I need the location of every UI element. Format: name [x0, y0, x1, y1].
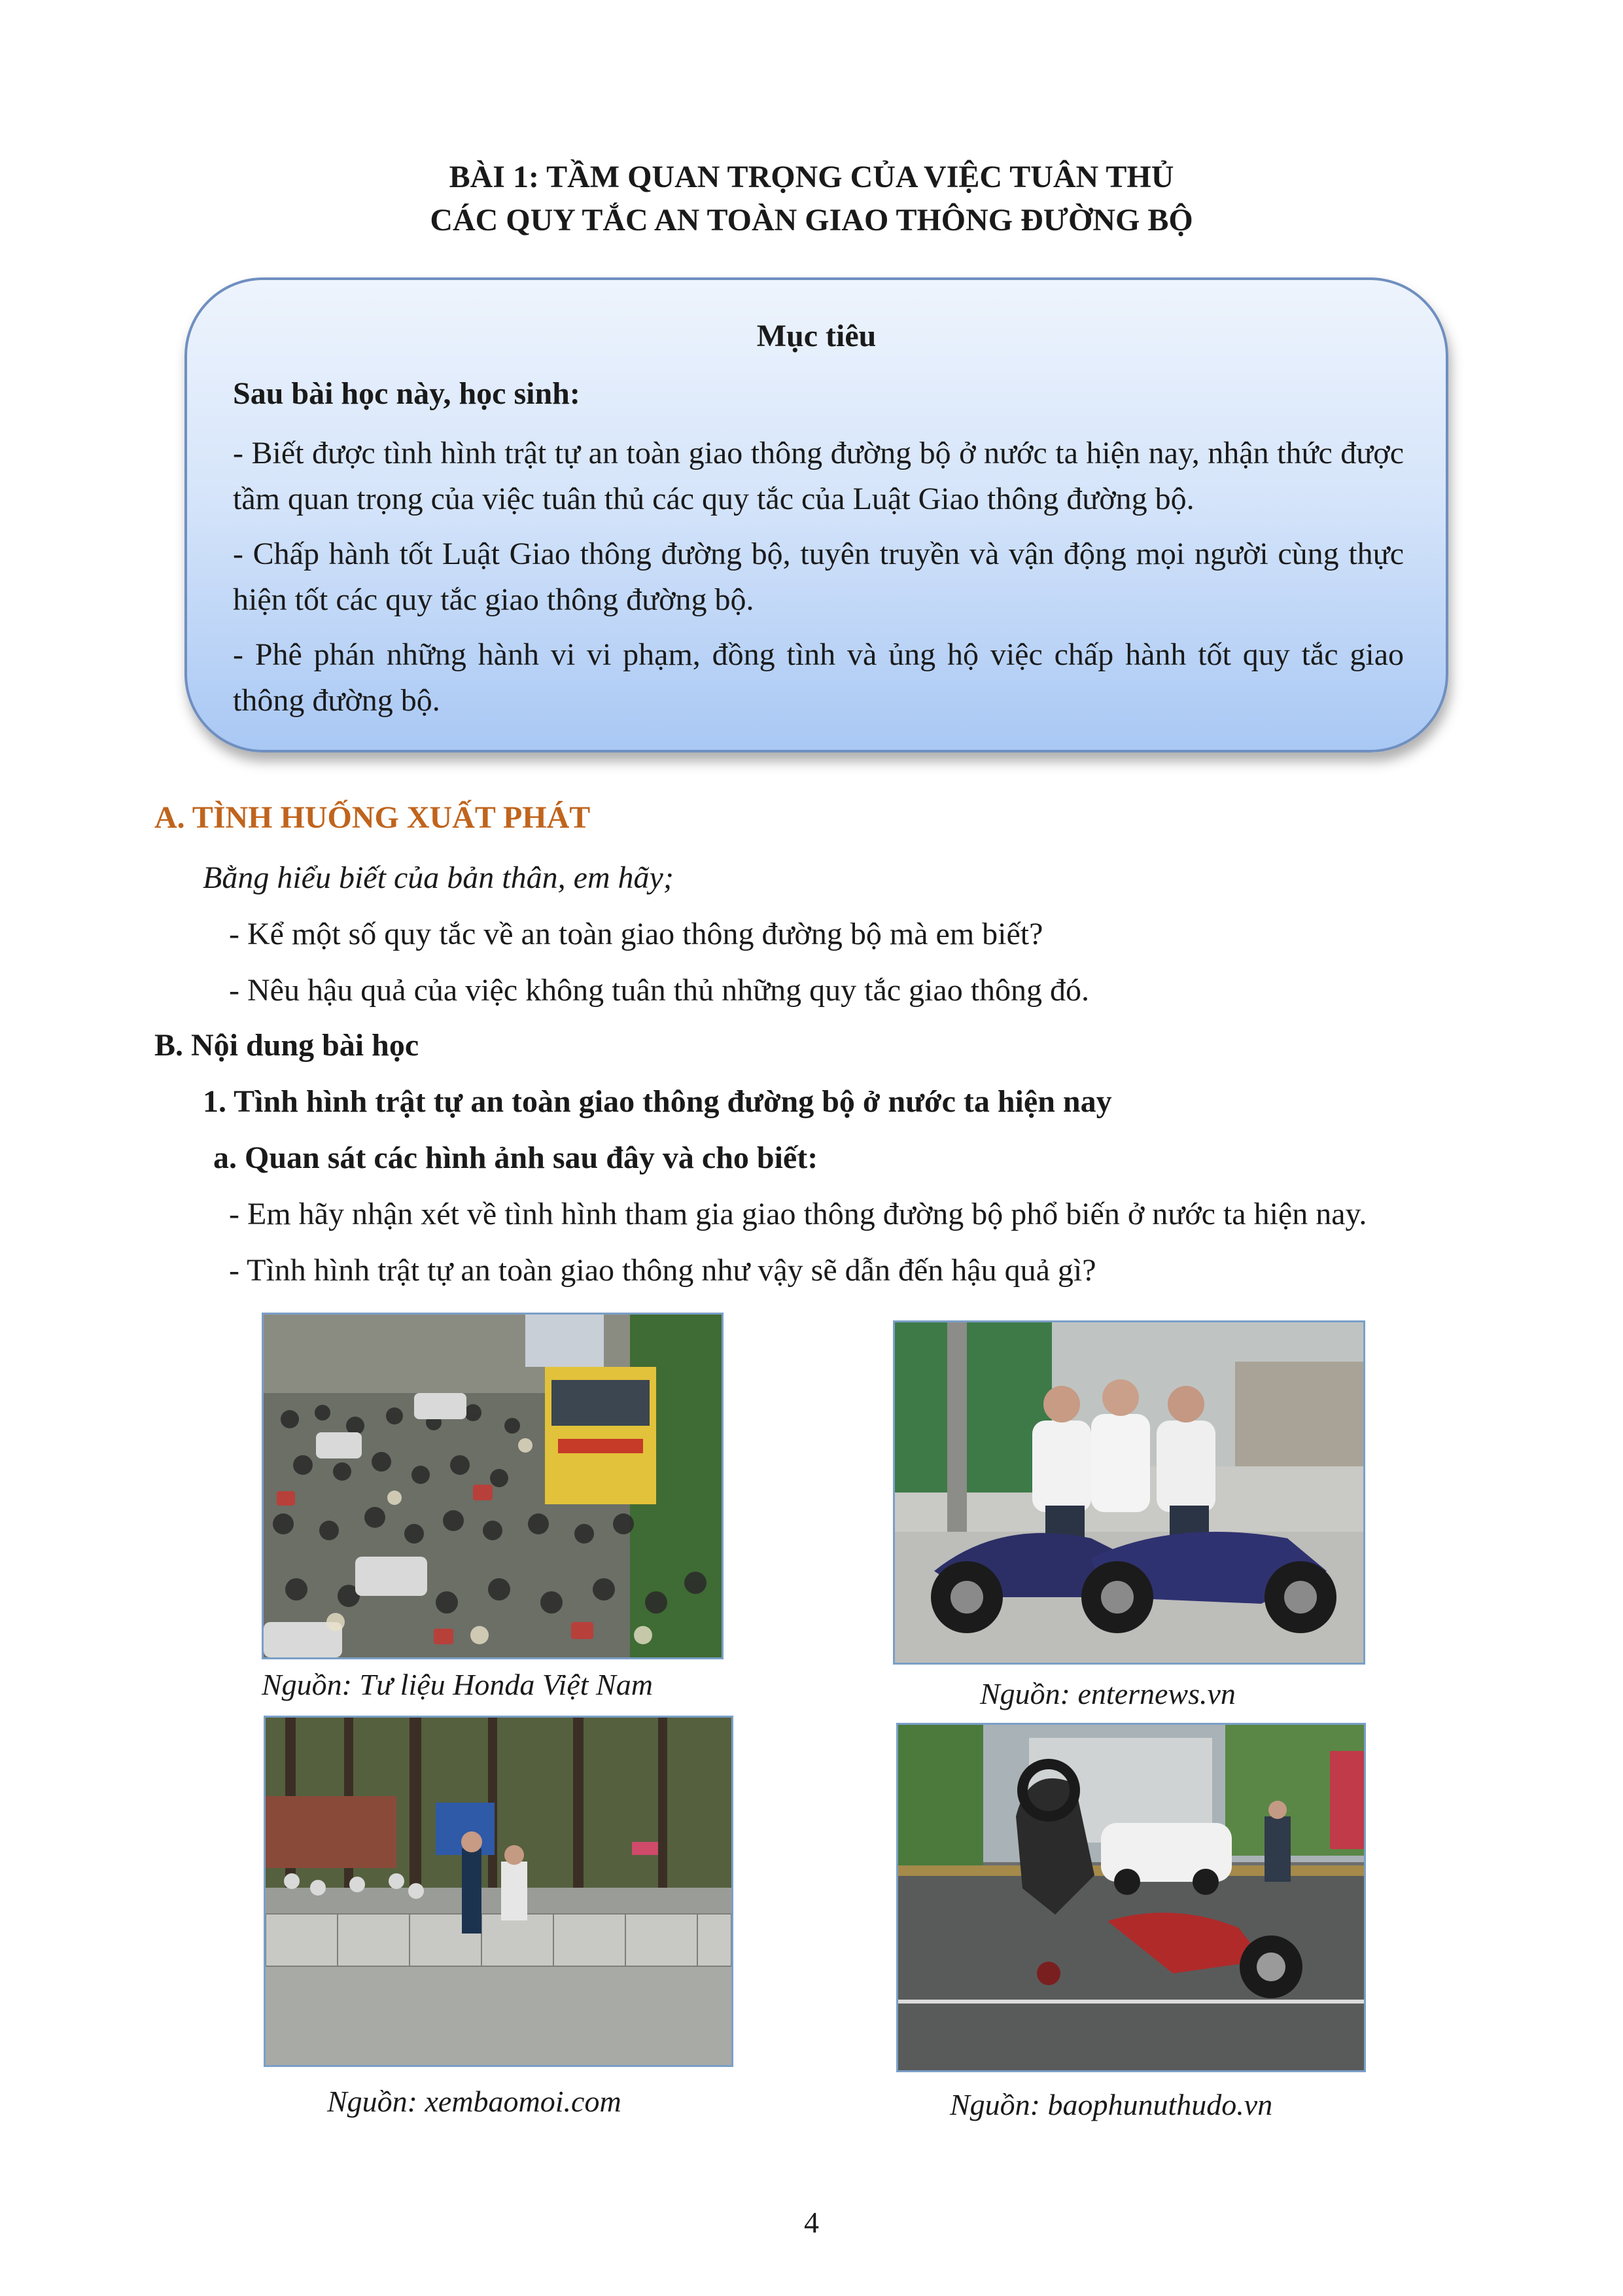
section-b-subheading-1: 1. Tình hình trật tự an toàn giao thông đường bộ ở nước ta hiện nay: [203, 1084, 1112, 1119]
section-b-item: - Em hãy nhận xét về tình hình tham gia giao thông đường bộ phổ biến ở nước ta hiện nay.: [229, 1197, 1367, 1231]
objectives-heading: Mục tiêu: [756, 319, 877, 353]
photo-crossing-barrier: [264, 1716, 733, 2067]
photo-caption: Nguồn: xembaomoi.com: [327, 2085, 621, 2118]
section-b-heading: B. Nội dung bài học: [154, 1028, 419, 1063]
photo-caption: Nguồn: Tư liệu Honda Việt Nam: [262, 1668, 653, 1701]
objective-item: - Chấp hành tốt Luật Giao thông đường bộ, tuyên truyền và vận động mọi người cùng thực hiện tốt các quy tắc giao thông đường bộ.: [233, 537, 1404, 617]
objective-item: - Biết được tình hình trật tự an toàn giao thông đường bộ ở nước ta hiện nay, nhận thức được tầm quan trọng của việc tuân thủ các quy tắc của Luật Giao thông đường bộ.: [233, 436, 1404, 516]
photo-caption: Nguồn: baophunuthudo.vn: [950, 2088, 1273, 2121]
section-a-item: - Kể một số quy tắc về an toàn giao thông đường bộ mà em biết?: [229, 917, 1043, 951]
photo-students-motorbikes: [893, 1320, 1365, 1665]
lesson-title-line-1: BÀI 1: TẦM QUAN TRỌNG CỦA VIỆC TUÂN THỦ: [449, 160, 1174, 194]
page-number: 4: [804, 2206, 819, 2239]
crossing-barrier-illustration: [266, 1718, 731, 2065]
objective-item: - Phê phán những hành vi vi phạm, đồng tình và ủng hộ việc chấp hành tốt quy tắc giao thông đường bộ.: [233, 637, 1404, 718]
section-b-subheading-a: a. Quan sát các hình ảnh sau đây và cho biết:: [213, 1140, 818, 1175]
objectives-lead: Sau bài học này, học sinh:: [233, 376, 580, 411]
traffic-jam-illustration: [264, 1315, 722, 1657]
section-a-intro: Bằng hiểu biết của bản thân, em hãy;: [203, 860, 674, 895]
photo-caption: Nguồn: enternews.vn: [980, 1677, 1236, 1710]
section-b-item: - Tình hình trật tự an toàn giao thông như vậy sẽ dẫn đến hậu quả gì?: [229, 1253, 1096, 1288]
motorbike-accident-illustration: [898, 1725, 1364, 2070]
students-motorbikes-illustration: [895, 1322, 1363, 1663]
objectives-box: [184, 277, 1448, 752]
lesson-title-line-2: CÁC QUY TẮC AN TOÀN GIAO THÔNG ĐƯỜNG BỘ: [430, 203, 1193, 238]
section-a-item: - Nêu hậu quả của việc không tuân thủ những quy tắc giao thông đó.: [229, 973, 1090, 1008]
section-a-heading: A. TÌNH HUỐNG XUẤT PHÁT: [154, 800, 591, 835]
photo-motorbike-accident: [896, 1723, 1366, 2072]
photo-traffic-jam: [262, 1313, 724, 1659]
